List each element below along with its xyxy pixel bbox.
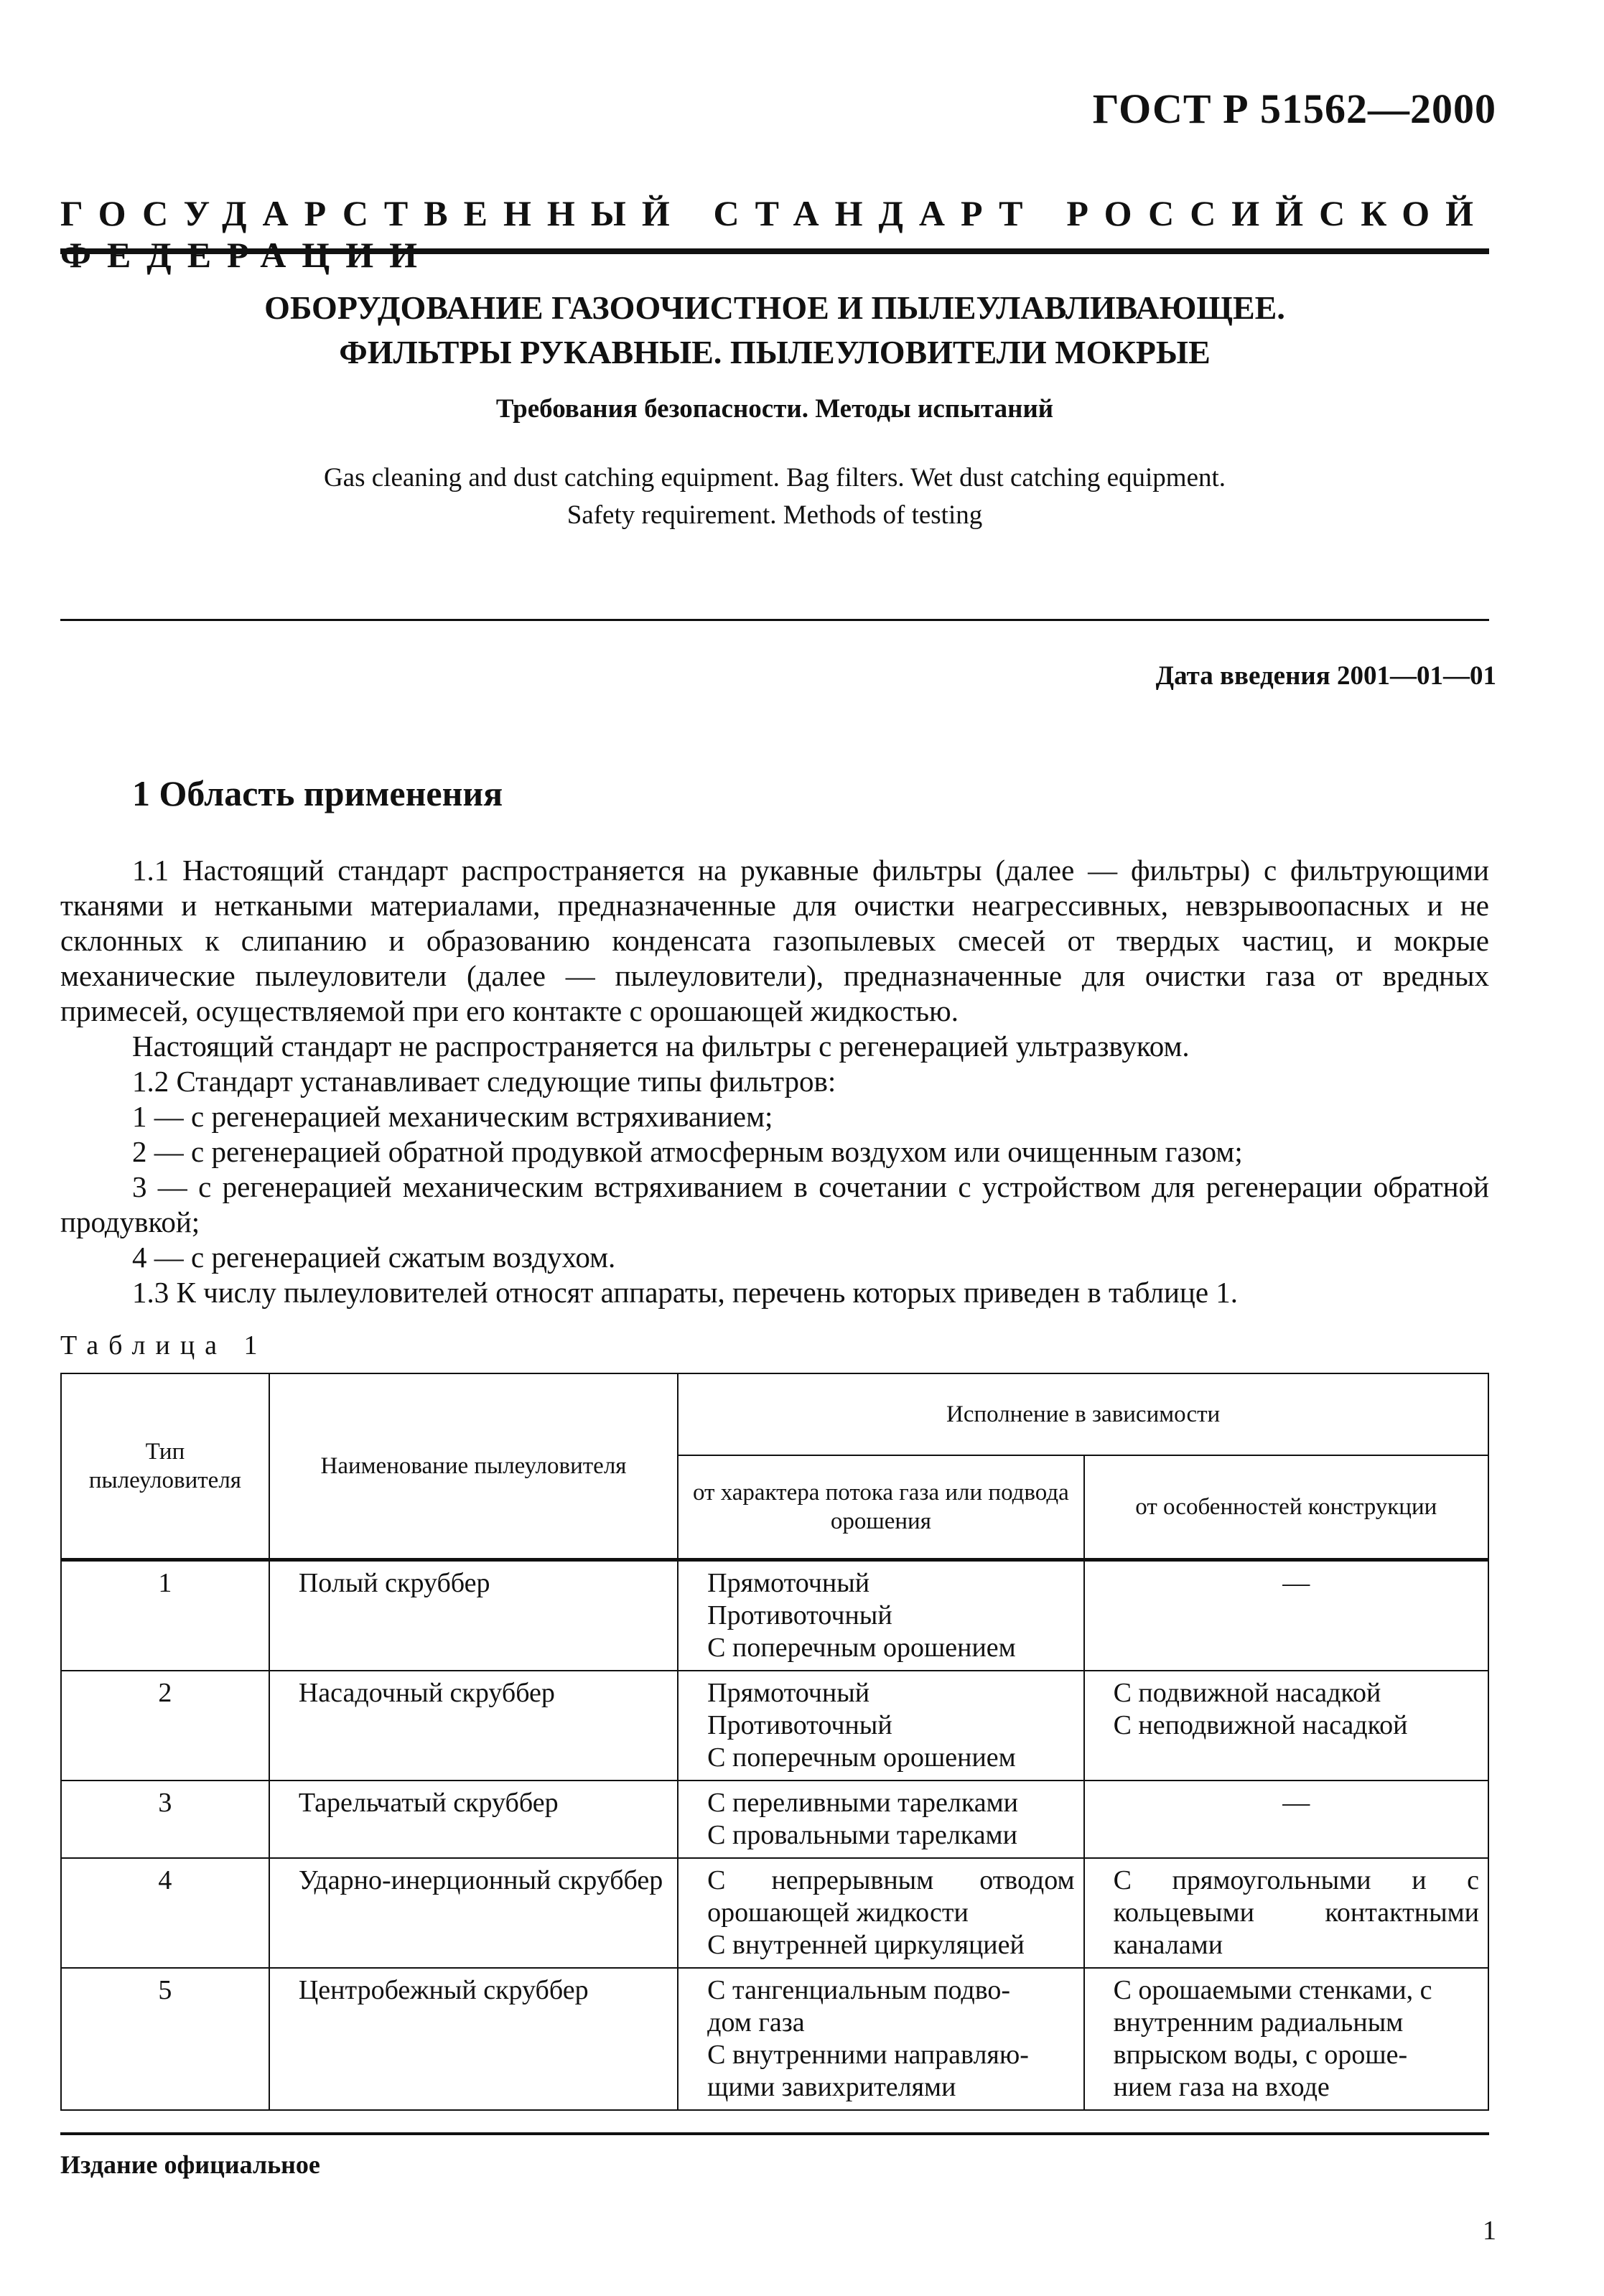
section-heading: 1 Область применения (132, 773, 503, 813)
header-type: Тип пылеуловителя (61, 1373, 269, 1560)
row-flow (678, 1858, 1083, 1968)
row-design (1084, 1671, 1488, 1781)
row-type-number: 5 (61, 1968, 269, 2110)
row-name: Полый скруббер (269, 1560, 678, 1671)
flow-line: С поперечным орошением (707, 1742, 1016, 1773)
row-name: Центробежный скруббер (269, 1968, 678, 2110)
flow-line: щими завихрителями (707, 2072, 956, 2102)
section-body (60, 853, 1489, 1310)
paragraph-scope-exclusion: Настоящий стандарт не распространяется на фильтры с регенерацией ультразвуком. (132, 1030, 1190, 1063)
design-line: впрыском воды, с ороше- (1113, 2040, 1408, 2070)
row-flow (678, 1781, 1083, 1858)
table-caption: Таблица 1 (60, 1330, 268, 1361)
flow-line: С переливными тарелками (707, 1788, 1018, 1818)
flow-line: Прямоточный (707, 1678, 870, 1708)
header-rule (60, 248, 1489, 254)
paragraph-1-1: 1.1 Настоящий стандарт распространяется на рукавные фильтры (далее — фильтры) с фильтрующими тканями и неткаными материалами, предназначенные для очистки неагрессивных, невзрывоопасных и не склонных к слипанию и образованию конденсата газопылевых смесей от твердых частиц, и мокрые механические пылеуловители (далее — пылеуловители), предназначенные для очистки газа от вредных примесей, осуществляемой при его контакте с орошающей жидкостью. (60, 854, 1489, 1027)
english-title-line-2: Safety requirement. Methods of testing (566, 500, 983, 530)
title-line-2: ФИЛЬТРЫ РУКАВНЫЕ. ПЫЛЕУЛОВИТЕЛИ МОКРЫЕ (339, 334, 1211, 370)
table-row (61, 1781, 1488, 1858)
design-line: нием газа на входе (1113, 2072, 1330, 2102)
row-type-number: 2 (61, 1671, 269, 1781)
flow-line: С провальными тарелками (707, 1820, 1017, 1850)
row-flow (678, 1560, 1083, 1671)
flow-line: Противоточный (707, 1600, 892, 1630)
row-design (1084, 1560, 1488, 1671)
row-flow (678, 1671, 1083, 1781)
flow-line: С непрерывным отводом (707, 1865, 1075, 1895)
header-execution: Исполнение в зависимости (678, 1373, 1488, 1455)
row-name: Тарельчатый скруббер (269, 1781, 678, 1858)
row-type-number: 4 (61, 1858, 269, 1968)
row-type-number: 3 (61, 1781, 269, 1858)
title-line-1: ОБОРУДОВАНИЕ ГАЗООЧИСТНОЕ И ПЫЛЕУЛАВЛИВАЮЩЕЕ. (264, 289, 1285, 326)
flow-line: С поперечным орошением (707, 1633, 1016, 1663)
english-title (60, 459, 1489, 534)
paragraph-1-2: 1.2 Стандарт устанавливает следующие типы фильтров: (132, 1065, 836, 1098)
row-type-number: 1 (61, 1560, 269, 1671)
design-line: внутренним радиальным (1113, 2007, 1404, 2038)
row-design (1084, 1781, 1488, 1858)
design-line: С неподвижной насадкой (1113, 1710, 1408, 1740)
footer-rule (60, 2132, 1489, 2135)
gost-code: ГОСТ Р 51562—2000 (1092, 85, 1496, 132)
filter-type-2: 2 — с регенерацией обратной продувкой атмосферным воздухом или очищенным газом; (132, 1135, 1243, 1168)
row-design (1084, 1858, 1488, 1968)
empty-dash: — (1282, 1788, 1310, 1818)
official-edition-label: Издание официальное (60, 2150, 320, 2179)
header-by-design: от особенностей конструкции (1084, 1455, 1488, 1560)
paragraph-1-3: 1.3 К числу пылеуловителей относят аппараты, перечень которых приведен в таблице 1. (132, 1276, 1239, 1309)
flow-line: С внутренними направляю- (707, 2040, 1029, 2070)
document-subtitle: Требования безопасности. Методы испытаний (495, 394, 1054, 424)
design-line: С прямоугольными и с (1113, 1865, 1479, 1895)
flow-line: Противоточный (707, 1710, 892, 1740)
english-title-line-1: Gas cleaning and dust catching equipment. Bag filters. Wet dust catching equipment. (323, 463, 1226, 493)
title-rule (60, 619, 1489, 621)
intro-date: Дата введения 2001—01—01 (1155, 661, 1496, 691)
flow-line: С внутренней циркуляцией (707, 1930, 1025, 1960)
table-row (61, 1560, 1488, 1671)
row-name: Насадочный скруббер (269, 1671, 678, 1781)
row-name: Ударно-инерционный скруббер (269, 1858, 678, 1968)
filter-type-3: 3 — с регенерацией механическим встряхиванием в сочетании с устройством для регенерации обратной продувкой; (60, 1170, 1489, 1238)
header-name: Наименование пылеуловителя (269, 1373, 678, 1560)
flow-line: орошающей жидкости (707, 1898, 969, 1928)
table-row (61, 1968, 1488, 2110)
row-flow (678, 1968, 1083, 2110)
filter-type-1: 1 — с регенерацией механическим встряхиванием; (132, 1100, 773, 1133)
filter-type-4: 4 — с регенерацией сжатым воздухом. (132, 1241, 616, 1274)
design-line: кольцевыми контактными (1113, 1898, 1479, 1928)
design-line: С подвижной насадкой (1113, 1678, 1381, 1708)
page-number: 1 (1483, 2216, 1496, 2246)
design-line: каналами (1113, 1930, 1223, 1960)
header-by-flow: от характера потока газа или подвода орошения (678, 1455, 1083, 1560)
dust-collector-table (60, 1373, 1489, 2111)
flow-line: дом газа (707, 2007, 805, 2038)
flow-line: Прямоточный (707, 1568, 870, 1598)
row-design (1084, 1968, 1488, 2110)
table-row (61, 1671, 1488, 1781)
document-title (60, 286, 1489, 375)
design-line: С орошаемыми стенками, с (1113, 1975, 1432, 2005)
state-standard-banner: ГОСУДАРСТВЕННЫЙ СТАНДАРТ РОССИЙСКОЙ ФЕДЕРАЦИИ (60, 193, 1489, 275)
empty-dash: — (1282, 1568, 1310, 1598)
table-row (61, 1858, 1488, 1968)
flow-line: С тангенциальным подво- (707, 1975, 1011, 2005)
